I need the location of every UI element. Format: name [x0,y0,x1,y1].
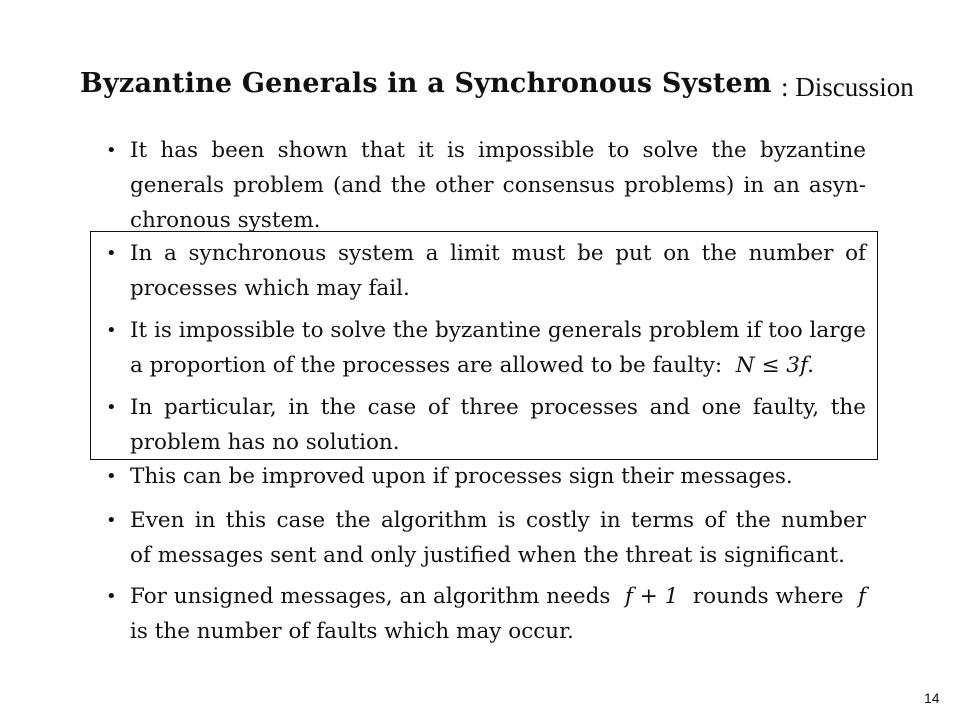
bullet-line: This can be improved upon if processes sign their messages. [130,464,793,489]
bullet-dot: • [106,140,117,161]
bullet-line: is the number of faults which may occur. [130,619,574,644]
bullet-line: In particular, in the case of three processes and one faulty, the [130,395,866,420]
bullet-text [130,503,866,573]
bullet-text [130,579,866,649]
bullet-line-text: rounds where [692,584,844,609]
bullet-dot: • [106,466,117,487]
bullet-line: In a synchronous system a limit must be put on the number of [130,241,866,266]
math-f: f [858,584,866,609]
bullet-line-text: For unsigned messages, an algorithm needs [130,584,611,609]
bullet-text [130,133,866,238]
bullet-line: It has been shown that it is impossible to solve the byzantine [130,138,866,163]
bullet-text [130,236,866,306]
bullet-line [130,579,866,614]
slide-title-suffix: : Discussion [781,72,914,102]
bullet-line [130,348,866,383]
bullet-text [130,390,866,460]
bullet-line: processes which may fail. [130,276,410,301]
bullet-line: generals problem (and the other consensus problems) in an asyn- [130,173,866,198]
math-rounds: f + 1 [624,584,679,609]
bullet-text [130,313,866,383]
bullet-dot: • [106,510,117,531]
bullet-text [130,459,866,494]
bullet-line: of messages sent and only justified when the threat is significant. [130,543,845,568]
bullet-dot: • [106,397,117,418]
bullet-dot: • [106,320,117,341]
bullet-line: Even in this case the algorithm is costly in terms of the number [130,508,866,533]
slide-title: Byzantine Generals in a Synchronous System [80,68,772,99]
bullet-line: It is impossible to solve the byzantine generals problem if too large [130,318,866,343]
bullet-dot: • [106,586,117,607]
bullet-line: problem has no solution. [130,430,400,455]
page-number: 14 [924,690,940,706]
bullet-dot: • [106,243,117,264]
bullet-line: chronous system. [130,208,321,233]
math-inequality: N ≤ 3f. [735,353,814,378]
bullet-line-text: a proportion of the processes are allowed to be faulty: [130,353,723,378]
